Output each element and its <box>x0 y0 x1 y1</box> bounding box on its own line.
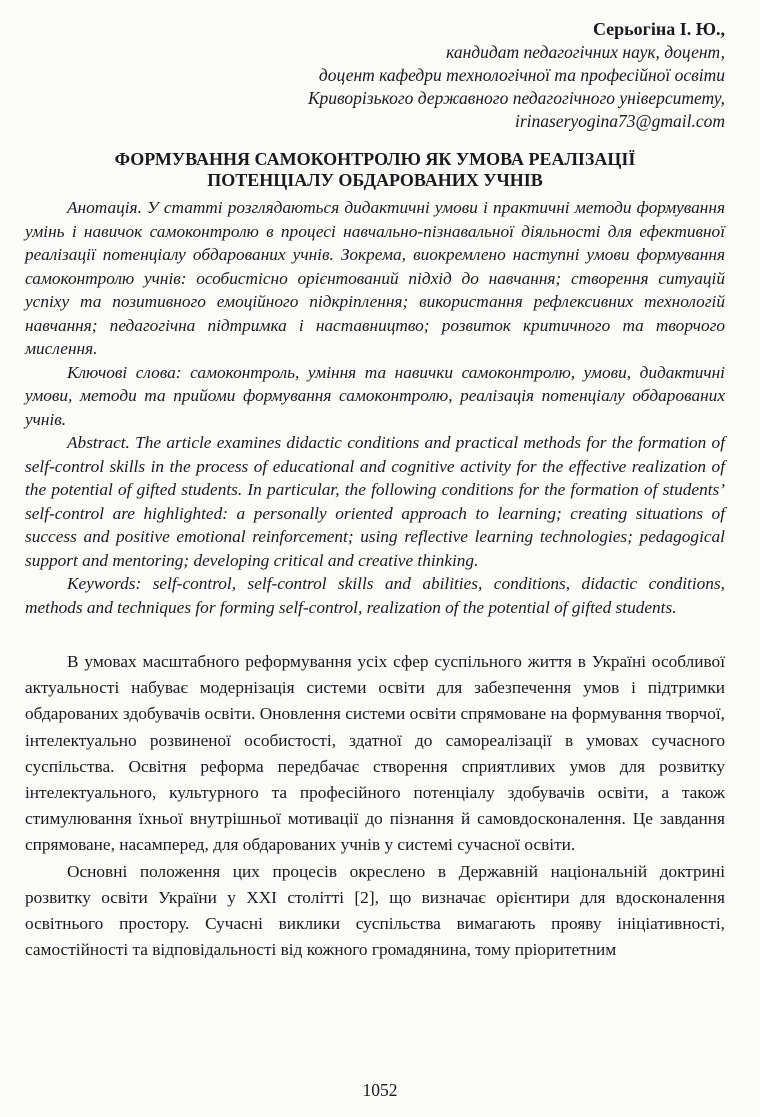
author-name: Серьогіна І. Ю., <box>592 19 725 39</box>
author-university: Криворізького державного педагогічного університету, <box>307 88 725 108</box>
body-section <box>25 649 725 963</box>
title-line-1: ФОРМУВАННЯ САМОКОНТРОЛЮ ЯК УМОВА РЕАЛІЗАЦІЇ <box>114 149 636 169</box>
body-paragraph-1: В умовах масштабного реформування усіх сфер суспільного життя в Україні особливої актуальності набуває модернізація системи освіти для забезпечення умов і підтримки обдарованих здобувачів освіти. Оновлення системи освіти спрямоване на формування творчої, інтелектуально розвиненої особистості, здатної до самореалізації в умовах сучасного суспільства. Освітня реформа передбачає створення сприятливих умов для розвитку інтелектуального, культурного та професійного потенціалу здобувачів освіти, а також стимулювання їхньої внутрішньої мотивації до пізнання й самовдосконалення. Це завдання спрямоване, насамперед, для обдарованих учнів у системі сучасної освіти. <box>25 652 725 855</box>
page-number: 1052 <box>362 1080 398 1100</box>
document-page <box>25 18 725 963</box>
article-title <box>25 149 725 191</box>
abstract-en: Abstract. The article examines didactic conditions and practical methods for the formation of self-control skills in the process of educational and cognitive activity for the effective realization of the potential of gifted students. In particular, the following conditions for the formation of students’ self-control are highlighted: a personally oriented approach to learning; creating situations of success and positive emotional reinforcement; using reflective learning technologies; pedagogical support and mentoring; developing critical and creative thinking. <box>25 433 725 570</box>
author-position: доцент кафедри технологічної та професійної освіти <box>318 65 725 85</box>
author-email: irinaseryogina73@gmail.com <box>514 111 725 131</box>
abstract-section <box>25 196 725 619</box>
title-line-2: ПОТЕНЦІАЛУ ОБДАРОВАНИХ УЧНІВ <box>207 170 543 190</box>
keywords-uk: Ключові слова: самоконтроль, уміння та навички самоконтролю, умови, дидактичні умови, методи та прийоми формування самоконтролю, реалізація потенціалу обдарованих учнів. <box>25 362 725 429</box>
author-block <box>25 18 725 133</box>
author-degree: кандидат педагогічних наук, доцент, <box>446 42 725 62</box>
annotation-uk: Анотація. У статті розглядаються дидактичні умови і практичні методи формування умінь і навичок самоконтролю в процесі навчально-пізнавальної діяльності для ефективної реалізації потенціалу обдарованих учнів. Зокрема, виокремлено наступні умови формування самоконтролю учнів: особистісно орієнтований підхід до навчання; створення ситуацій успіху та позитивного емоційного підкріплення; використання рефлексивних технологій навчання; педагогічна підтримка і наставництво; розвиток критичного та творчого мислення. <box>25 198 725 358</box>
keywords-en: Keywords: self-control, self-control skills and abilities, conditions, didactic conditions, methods and techniques for forming self-control, realization of the potential of gifted students. <box>25 574 725 617</box>
body-paragraph-2: Основні положення цих процесів окреслено в Державній національній доктрині розвитку освіти України у XXI столітті [2], що визначає орієнтири для вдосконалення освітнього простору. Сучасні виклики суспільства вимагають прояву ініціативності, самостійності та відповідальності від кожного громадянина, тому пріоритетним <box>25 861 725 960</box>
